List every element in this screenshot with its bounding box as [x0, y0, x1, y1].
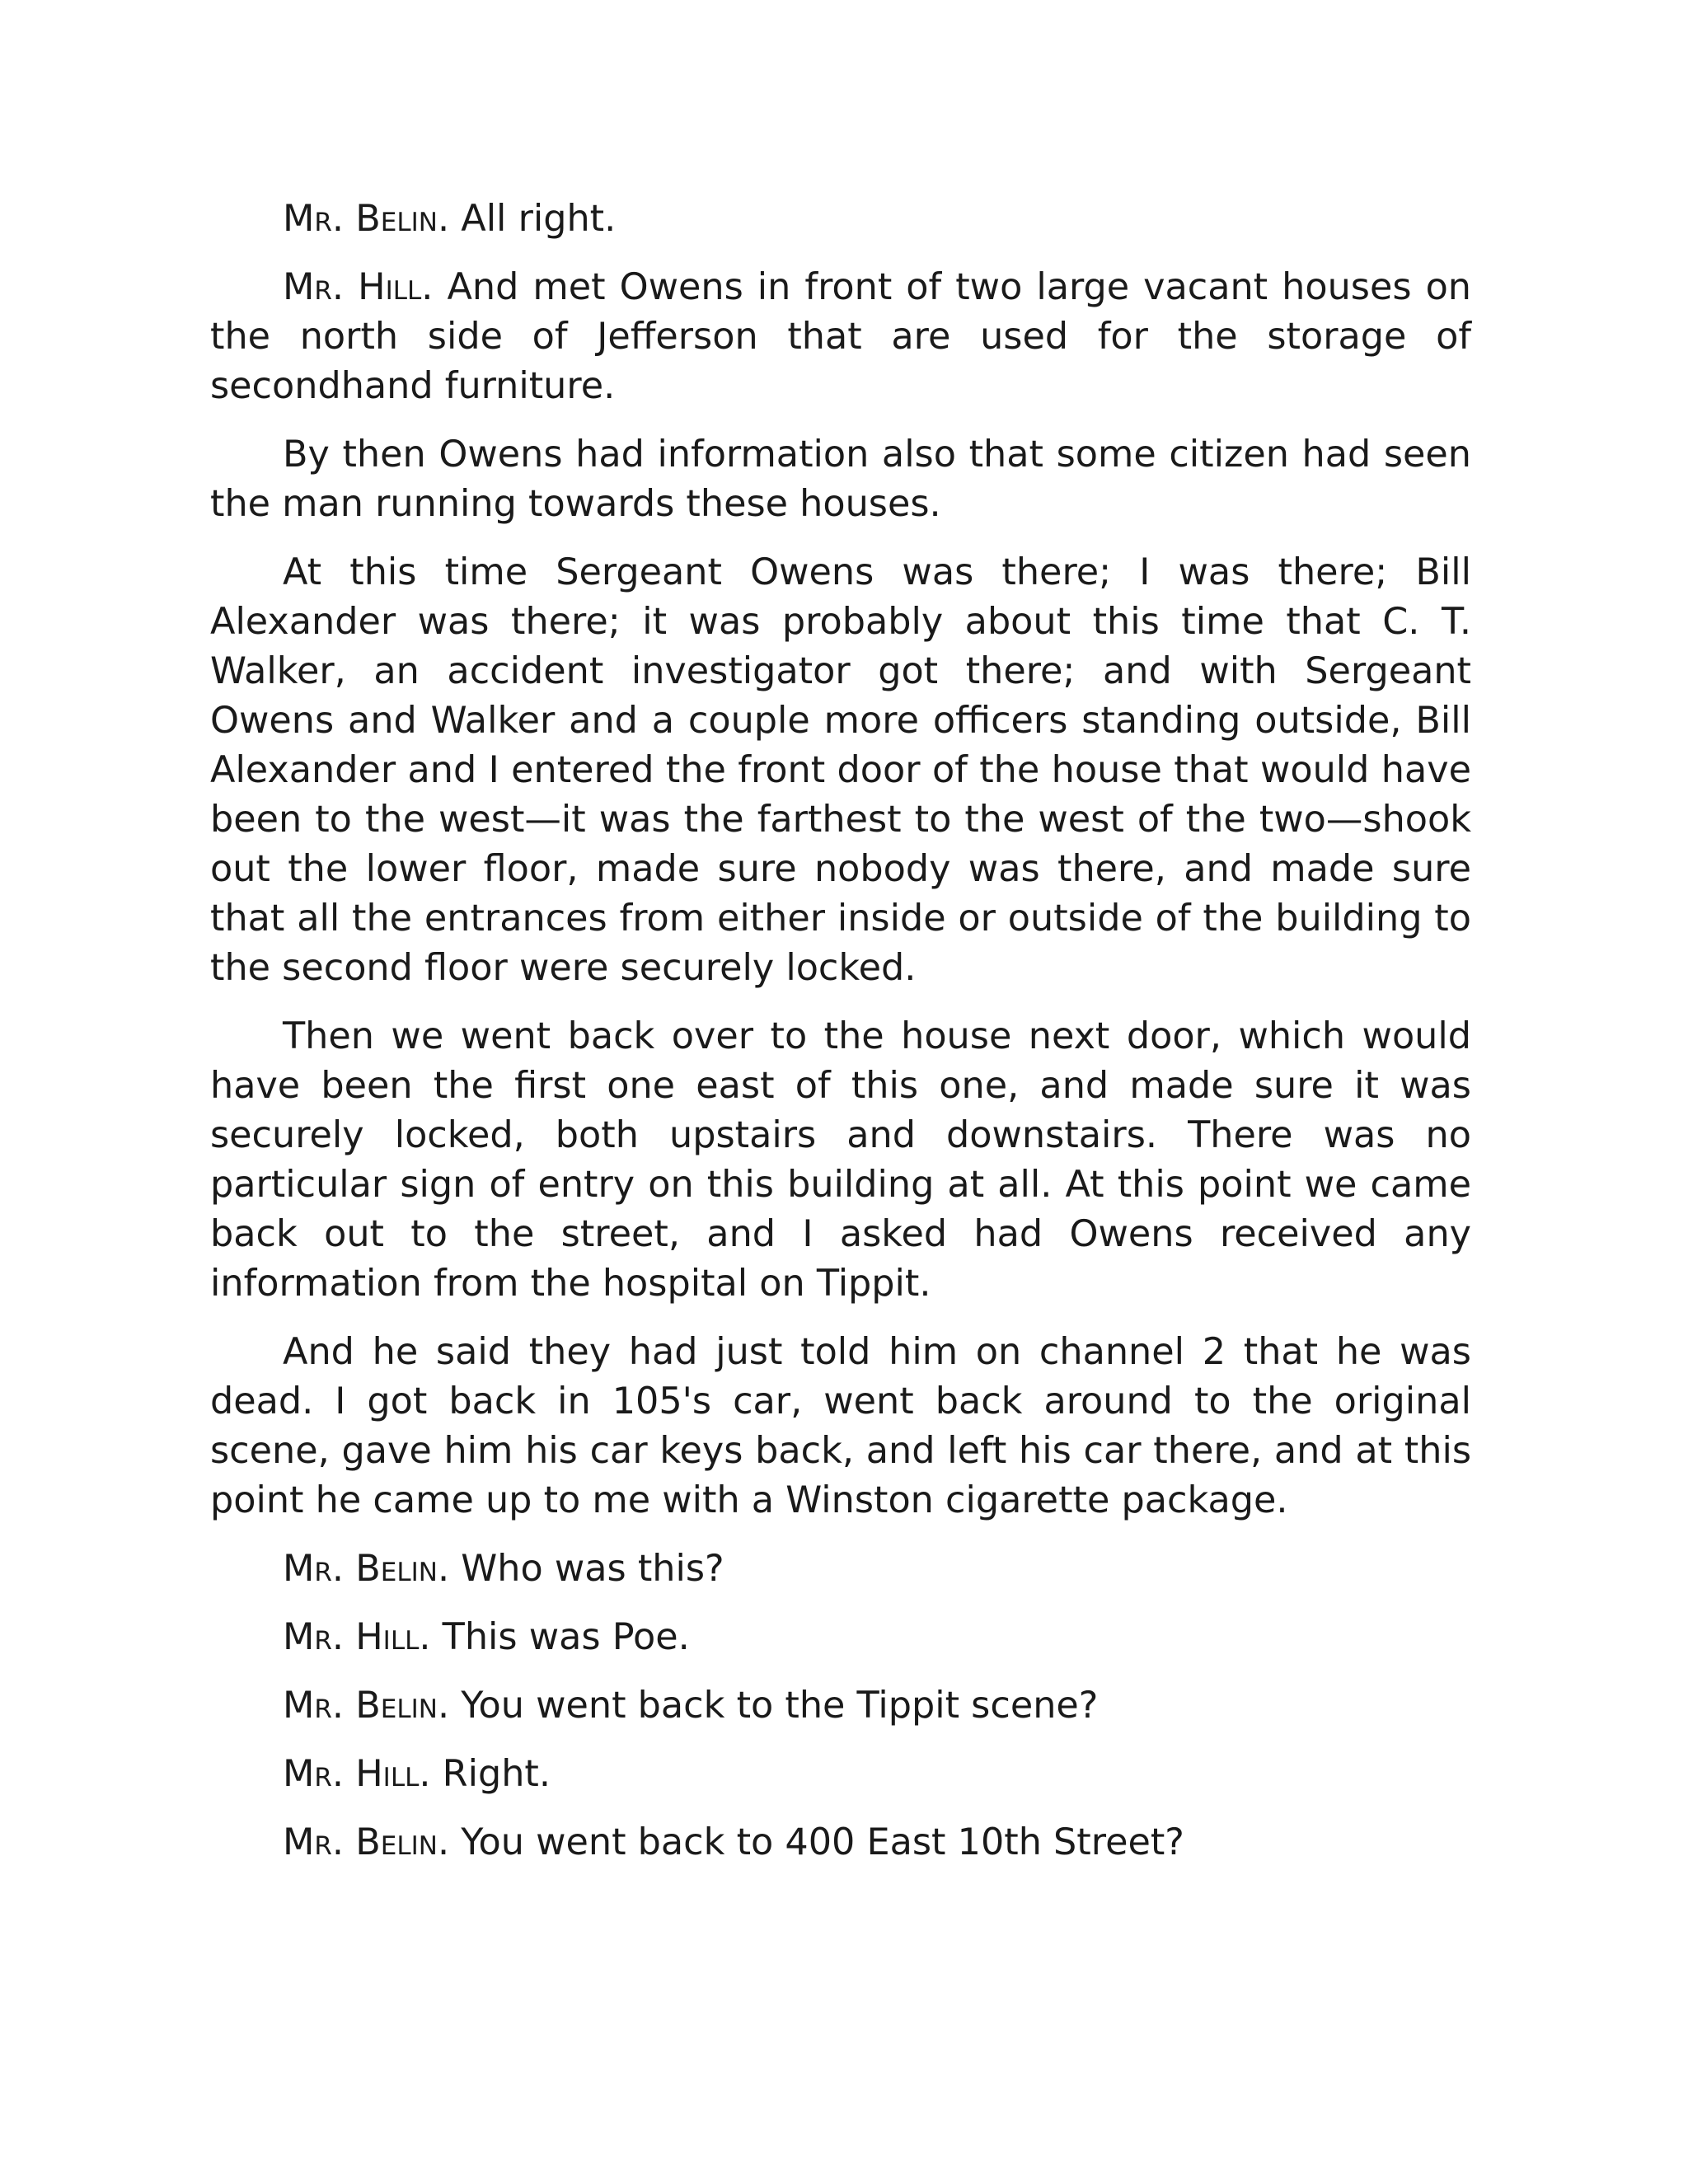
paragraph-text: At this time Sergeant Owens was there; I was there; Bill Alexander was there; it was probably about this time that C. T. Walker, an accident investigator got there; and with Sergeant Owens and Walker and a couple more officers standing outside, Bill Alexander and I entered the front door of the house that would have been to the west—it was the farthest to the west of the two—shook out the lower floor, made sure nobody was there, and made sure that all the entrances from either inside or outside of the building to the second floor were securely locked.: [210, 551, 1471, 989]
paragraph-text: Then we went back over to the house next door, which would have been the first one east of this one, and made sure it was securely locked, both upstairs and downstairs. There was no particular sign of entry on this building at all. At this point we came back out to the street, and I asked had Owens received any information from the hospital on Tippit.: [210, 1015, 1471, 1305]
testimony-paragraph: Mr. Belin. All right.: [283, 198, 617, 240]
testimony-paragraph: Mr. Hill. And met Owens in front of two large vacant houses on the north side of Jefferson that are used for the storage of secondhand furniture.: [210, 266, 1472, 407]
speaker-name: Mr. Hill: [283, 1616, 420, 1658]
testimony-page: [210, 194, 1471, 1886]
paragraph-text: And he said they had just told him on channel 2 that he was dead. I got back in 105's car, went back around to the original scene, gave him his car keys back, and left his car there, and at this point he came up to me with a Winston cigarette package.: [210, 1331, 1471, 1521]
paragraph-text: This was Poe.: [442, 1616, 690, 1658]
testimony-paragraph: Mr. Hill. This was Poe.: [283, 1616, 690, 1658]
paragraph-text: Right.: [442, 1753, 551, 1795]
speaker-name: Mr. Hill: [283, 1753, 420, 1795]
paragraph-text: All right.: [461, 198, 617, 240]
testimony-paragraph: Mr. Belin. You went back to 400 East 10th Street?: [283, 1821, 1184, 1863]
speaker-name: Mr. Belin: [283, 1548, 438, 1590]
speaker-name: Mr. Belin: [283, 198, 438, 240]
speaker-name: Mr. Hill: [283, 266, 422, 308]
speaker-name: Mr. Belin: [283, 1821, 438, 1863]
paragraph-text: You went back to the Tippit scene?: [461, 1685, 1099, 1727]
testimony-paragraph: [210, 1328, 1471, 1526]
paragraph-text: And met Owens in front of two large vacant houses on the north side of Jefferson that are used for the storage of secondhand furniture.: [210, 266, 1472, 407]
paragraph-text: By then Owens had information also that some citizen had seen the man running towards these houses.: [210, 434, 1471, 525]
testimony-paragraph: [210, 1012, 1471, 1309]
testimony-paragraph: [210, 430, 1471, 529]
testimony-paragraph: Mr. Hill. Right.: [283, 1753, 551, 1795]
testimony-paragraph: [210, 548, 1471, 993]
testimony-paragraph: Mr. Belin. You went back to the Tippit scene?: [283, 1685, 1099, 1727]
paragraph-text: You went back to 400 East 10th Street?: [461, 1821, 1184, 1863]
speaker-name: Mr. Belin: [283, 1685, 438, 1727]
testimony-paragraph: Mr. Belin. Who was this?: [283, 1548, 724, 1590]
paragraph-text: Who was this?: [461, 1548, 724, 1590]
